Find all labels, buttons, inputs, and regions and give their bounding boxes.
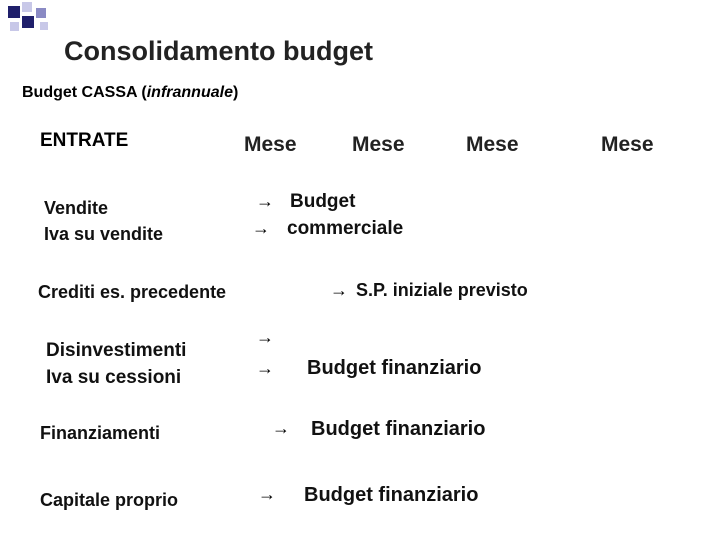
month-header-3: Mese [466,133,519,156]
subtitle-suffix: ) [232,84,239,101]
arrow-right-icon: → [330,280,348,300]
slide-title: Consolidamento budget [64,36,373,66]
decorative-square-icon [10,22,19,31]
month-header-1: Mese [244,133,297,156]
decorative-square-icon [22,2,32,12]
slide-subtitle [22,84,238,102]
target-budget-finanziario-2: Budget finanziario [311,418,486,440]
arrow-right-icon: → [256,191,274,211]
row-label-capitale: Capitale proprio [40,490,179,510]
entrate-header: ENTRATE [40,130,129,151]
target-budget-finanziario-1: Budget finanziario [307,357,482,379]
arrow-right-icon: → [272,418,290,438]
month-header-2: Mese [352,133,405,156]
subtitle-prefix: Budget CASSA ( [22,84,147,101]
target-commerciale: commerciale [287,218,404,239]
month-header-4: Mese [601,133,654,156]
arrow-right-icon: → [256,327,274,347]
decorative-square-icon [36,8,46,18]
row-label-finanziamenti: Finanziamenti [40,423,161,443]
decorative-square-icon [8,6,20,18]
row-label-iva-vendite: Iva su vendite [44,224,164,244]
target-budget: Budget [290,191,356,212]
decorative-square-icon [22,16,34,28]
arrow-right-icon: → [252,218,270,238]
row-label-disinvestimenti: Disinvestimenti [46,340,187,361]
arrow-right-icon: → [256,358,274,378]
row-label-iva-cessioni: Iva su cessioni [46,367,182,388]
target-sp-iniziale: S.P. iniziale previsto [356,280,528,300]
subtitle-italic: infrannuale [146,84,233,101]
arrow-right-icon: → [258,484,276,504]
decorative-square-icon [40,22,48,30]
row-label-crediti: Crediti es. precedente [38,282,227,302]
target-budget-finanziario-3: Budget finanziario [304,484,479,506]
row-label-vendite: Vendite [44,198,109,218]
